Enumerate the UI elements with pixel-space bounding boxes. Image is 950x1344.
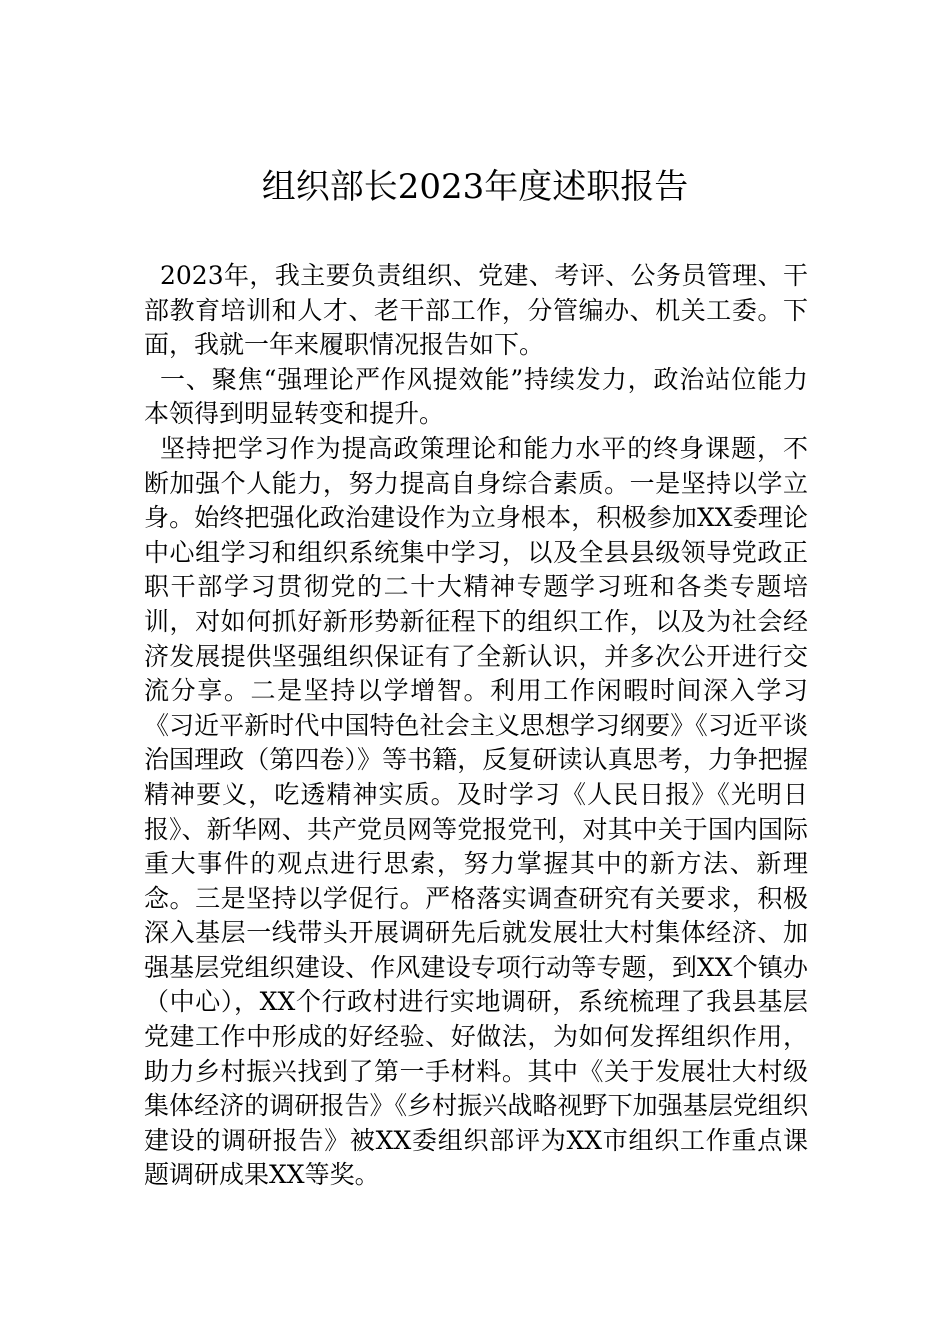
intro-paragraph: 2023年，我主要负责组织、党建、考评、公务员管理、干部教育培训和人才、老干部工作，分管编办、机关工委。下面，我就一年来履职情况报告如下。 — [144, 261, 808, 360]
document-title: 组织部长2023年度述职报告 — [261, 167, 689, 207]
section-1-body: 坚持把学习作为提高政策理论和能力水平的终身课题，不断加强个人能力，努力提高自身综合素质。一是坚持以学立身。始终把强化政治建设作为立身根本，积极参加XX委理论中心组学习和组织系统集中学习，以及全县县级领导党政正职干部学习贯彻党的二十大精神专题学习班和各类专题培训，对如何抓好新形势新征程下的组织工作，以及为社会经济发展提供坚强组织保证有了全新认识，并多次公开进行交流分享。二是坚持以学增智。利用工作闲暇时间深入学习《习近平新时代中国特色社会主义思想学习纲要》《习近平谈治国理政（第四卷）》等书籍，反复研读认真思考，力争把握精神要义，吃透精神实质。及时学习《人民日报》《光明日报》、新华网、共产党员网等党报党刊，对其中关于国内国际重大事件的观点进行思索，努力掌握其中的新方法、新理念。三是坚持以学促行。严格落实调查研究有关要求，积极深入基层一线带头开展调研先后就发展壮大村集体经济、加强基层党组织建设、作风建设专项行动等专题，到XX个镇办（中心），XX个行政村进行实地调研，系统梳理了我县基层党建工作中形成的好经验、好做法，为如何发挥组织作用，助力乡村振兴找到了第一手材料。其中《关于发展壮大村级集体经济的调研报告》《乡村振兴战略视野下加强基层党组织建设的调研报告》被XX委组织部评为XX市组织工作重点课题调研成果XX等奖。 — [144, 433, 808, 1190]
section-1-heading: 一、聚焦“强理论严作风提效能”持续发力，政治站位能力本领得到明显转变和提升。 — [144, 364, 808, 429]
document-body — [144, 259, 808, 1193]
